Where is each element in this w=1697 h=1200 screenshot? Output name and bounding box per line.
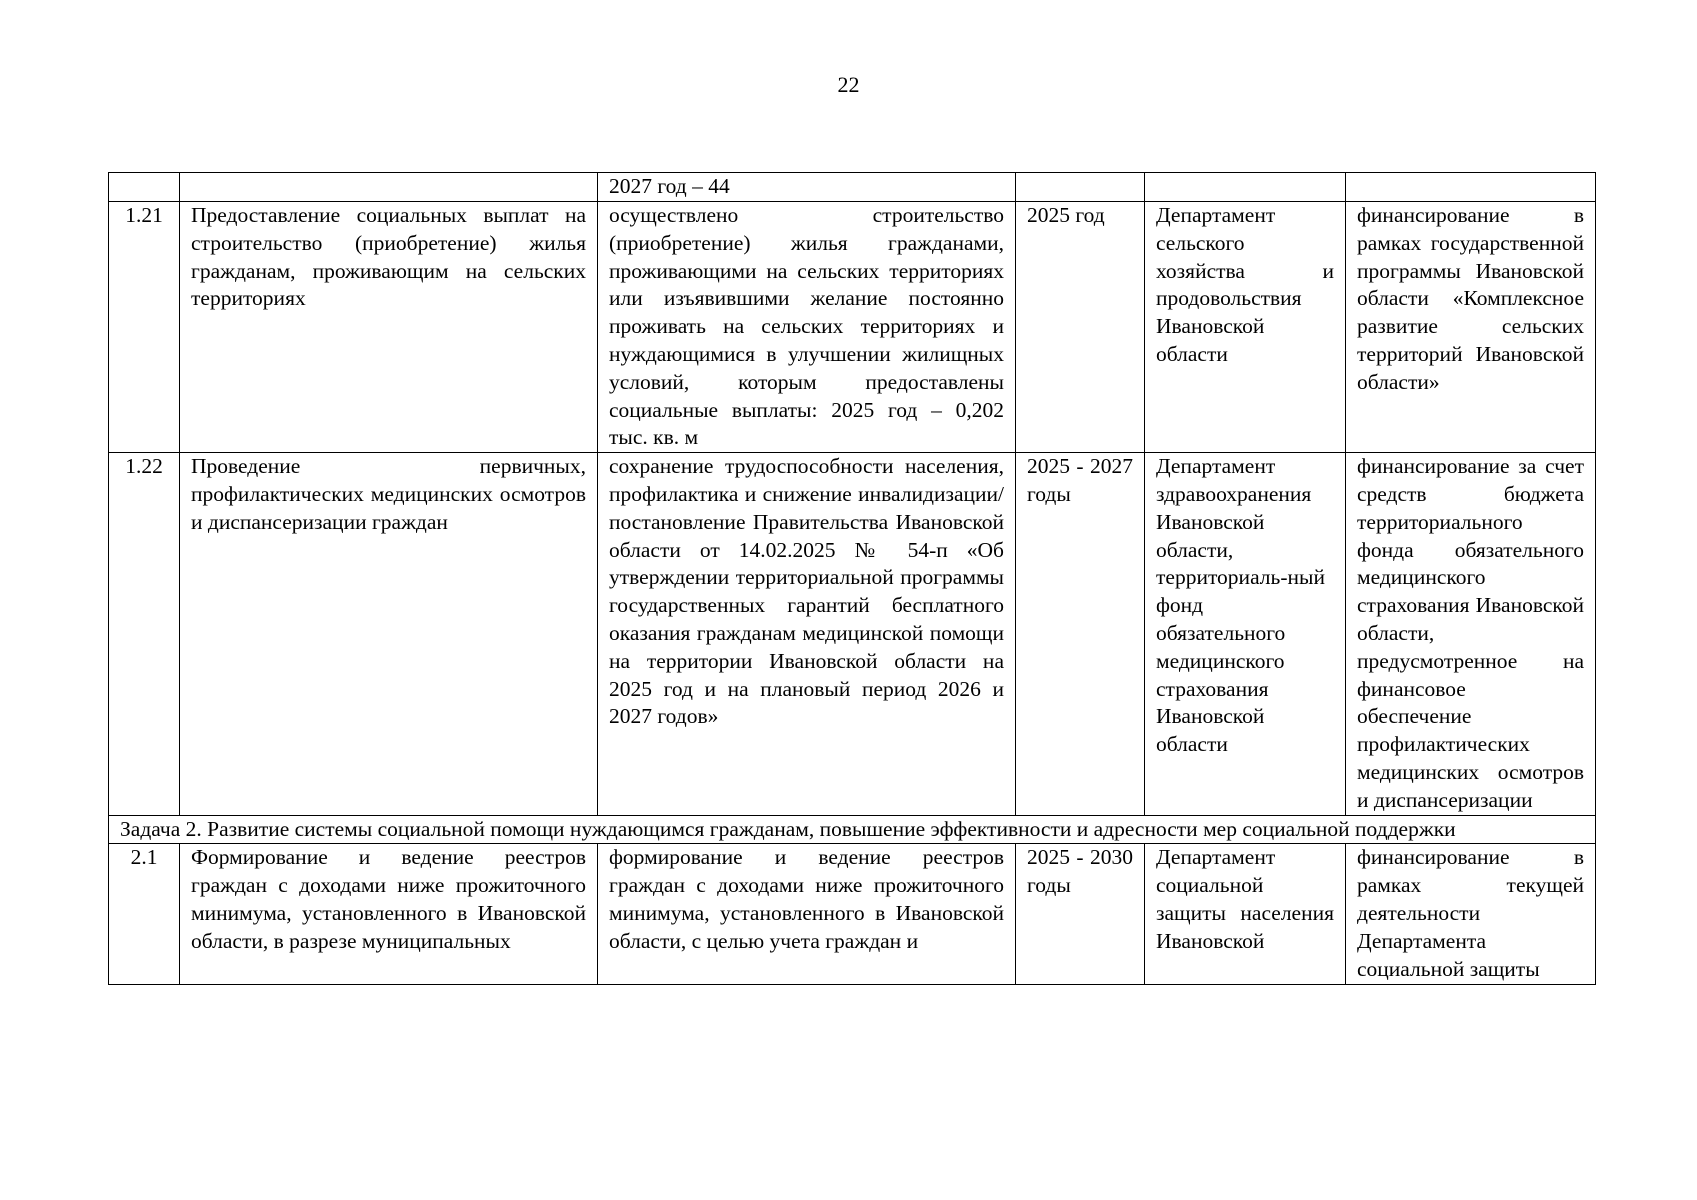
measure-name-cell: Проведение первичных, профилактических медицинских осмотров и диспансеризации граждан [180, 453, 598, 815]
executor-cell: Департамент социальной защиты населения Ивановской [1145, 844, 1346, 985]
period-cell: 2025 - 2030 годы [1016, 844, 1145, 985]
measures-table [108, 172, 1596, 985]
period-cell: 2025 - 2027 годы [1016, 453, 1145, 815]
row-number-cell: 2.1 [109, 844, 180, 985]
financing-cell: финансирование в рамках текущей деятельности Департамента социальной защиты [1346, 844, 1596, 985]
executor-cell: Департамент сельского хозяйства и продовольствия Ивановской области [1145, 202, 1346, 453]
table-row [109, 202, 1596, 453]
task-row [109, 815, 1596, 844]
result-cell: сохранение трудоспособности населения, профилактика и снижение инвалидизации/постановление Правительства Ивановской области от 14.02.2025 № 54-п «Об утверждении территориальной программы государственных гарантий бесплатного оказания гражданам медицинской помощи на территории Ивановской области на 2025 год и на плановый период 2026 и 2027 годов» [598, 453, 1016, 815]
measure-name-cell: Предоставление социальных выплат на строительство (приобретение) жилья гражданам, проживающим на сельских территориях [180, 202, 598, 453]
table-row [109, 173, 1596, 202]
page-number: 22 [837, 72, 860, 97]
row-number-cell: 1.21 [109, 202, 180, 453]
period-cell [1016, 173, 1145, 202]
executor-cell: Департамент здравоохранения Ивановской области, территориаль-ный фонд обязательного медицинского страхования Ивановской области [1145, 453, 1346, 815]
period-cell: 2025 год [1016, 202, 1145, 453]
task-heading-cell: Задача 2. Развитие системы социальной помощи нуждающимся гражданам, повышение эффективности и адресности мер социальной поддержки [109, 815, 1596, 844]
result-cell: осуществлено строительство (приобретение) жилья гражданами, проживающими на сельских территориях или изъявившими желание постоянно проживать на сельских территориях и нуждающимися в улучшении жилищных условий, которым предоставлены социальные выплаты: 2025 год – 0,202 тыс. кв. м [598, 202, 1016, 453]
table-row [109, 844, 1596, 985]
financing-cell: финансирование в рамках государственной программы Ивановской области «Комплексное развитие сельских территорий Ивановской области» [1346, 202, 1596, 453]
financing-cell [1346, 173, 1596, 202]
result-cell: формирование и ведение реестров граждан с доходами ниже прожиточного минимума, установленного в Ивановской области, с целью учета граждан и [598, 844, 1016, 985]
result-cell: 2027 год – 44 [598, 173, 1016, 202]
row-number-cell [109, 173, 180, 202]
measure-name-cell [180, 173, 598, 202]
financing-cell: финансирование за счет средств бюджета территориального фонда обязательного медицинского страхования Ивановской области, предусмотренное на финансовое обеспечение профилактических медицинских осмотров и диспансеризации [1346, 453, 1596, 815]
table-row [109, 453, 1596, 815]
row-number-cell: 1.22 [109, 453, 180, 815]
measure-name-cell: Формирование и ведение реестров граждан с доходами ниже прожиточного минимума, установленного в Ивановской области, в разрезе муниципальных [180, 844, 598, 985]
executor-cell [1145, 173, 1346, 202]
